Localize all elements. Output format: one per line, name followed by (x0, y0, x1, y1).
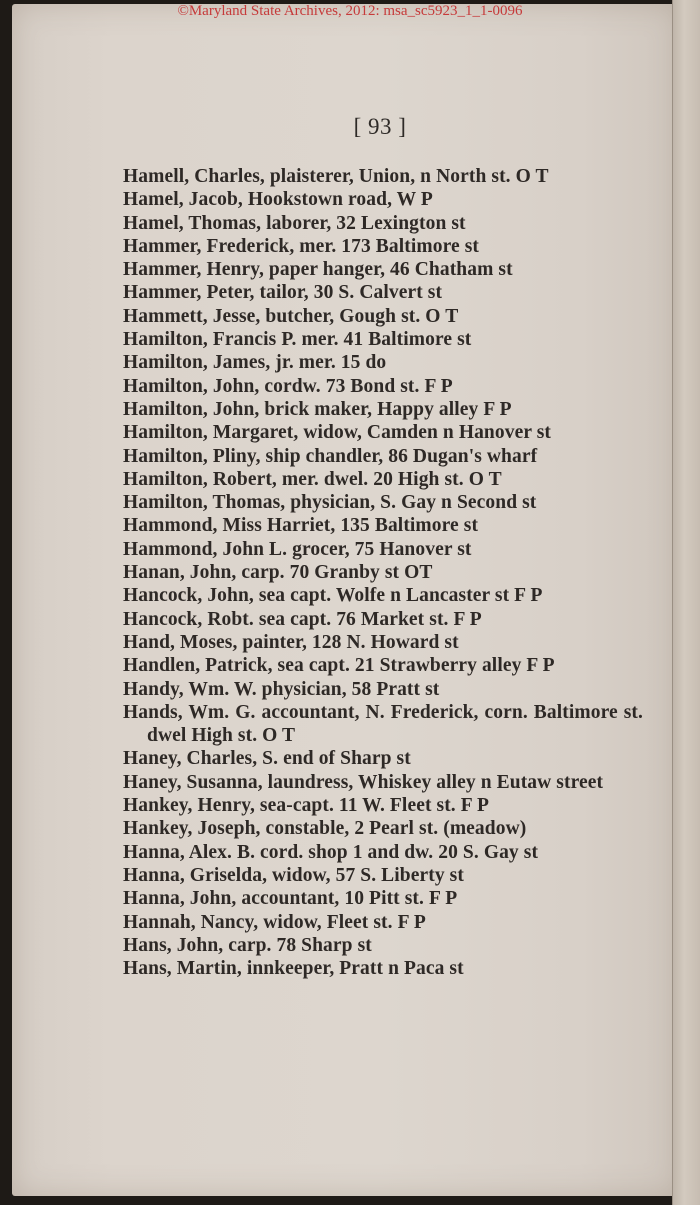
directory-entry: Hanna, Griselda, widow, 57 S. Liberty st (123, 864, 464, 886)
directory-entry: Hamel, Thomas, laborer, 32 Lexington st (123, 212, 466, 234)
directory-entry: Hamilton, John, cordw. 73 Bond st. F P (123, 375, 453, 397)
directory-entry: Hanan, John, carp. 70 Granby st OT (123, 562, 433, 584)
directory-entry: Hamilton, Pliny, ship chandler, 86 Dugan's wharf (123, 445, 538, 467)
directory-entry: Hankey, Henry, sea-capt. 11 W. Fleet st. F P (123, 795, 490, 817)
directory-entry: Hammett, Jesse, butcher, Gough st. O T (123, 305, 459, 327)
directory-entry: Haney, Susanna, laundress, Whiskey alley n Eutaw street (123, 771, 604, 793)
directory-entry: Handlen, Patrick, sea capt. 21 Strawberry alley F P (123, 655, 555, 677)
directory-entry: Hand, Moses, painter, 128 N. Howard st (123, 631, 459, 653)
archive-watermark: ©Maryland State Archives, 2012: msa_sc5923_1_1-0096 (177, 3, 523, 19)
directory-entry: Hanna, Alex. B. cord. shop 1 and dw. 20 S. Gay st (123, 841, 539, 863)
directory-entry: Hans, Martin, innkeeper, Pratt n Paca st (123, 958, 464, 980)
directory-entry: Hankey, Joseph, constable, 2 Pearl st. (meadow) (123, 818, 527, 840)
directory-entry: Hans, John, carp. 78 Sharp st (123, 934, 372, 956)
directory-entry: Hamilton, Margaret, widow, Camden n Hanover st (123, 422, 551, 444)
directory-entry: Hanna, John, accountant, 10 Pitt st. F P (123, 888, 458, 910)
directory-entry: Hamilton, James, jr. mer. 15 do (123, 352, 387, 374)
directory-entry: Hamilton, Thomas, physician, S. Gay n Second st (123, 492, 537, 514)
directory-entry: Hammer, Henry, paper hanger, 46 Chatham st (123, 259, 513, 281)
directory-entry: Hancock, John, sea capt. Wolfe n Lancaster st F P (123, 585, 543, 607)
directory-entry: Hancock, Robt. sea capt. 76 Market st. F P (123, 608, 482, 630)
directory-entry: Handy, Wm. W. physician, 58 Pratt st (123, 678, 440, 700)
directory-entry: Hammer, Peter, tailor, 30 S. Calvert st (123, 282, 443, 304)
directory-entry: Hamilton, Francis P. mer. 41 Baltimore st (123, 329, 472, 351)
directory-entry: Hannah, Nancy, widow, Fleet st. F P (123, 911, 426, 933)
page-number: [ 93 ] (353, 114, 407, 139)
directory-entry: Hamilton, John, brick maker, Happy alley F P (123, 398, 512, 420)
directory-entry: Hamell, Charles, plaisterer, Union, n North st. O T (123, 166, 549, 187)
directory-entry-list (123, 165, 643, 980)
directory-entry: Hamel, Jacob, Hookstown road, W P (123, 189, 433, 211)
directory-entry: Hammer, Frederick, mer. 173 Baltimore st (123, 235, 479, 257)
directory-entry: Hands, Wm. G. accountant, N. Frederick, corn. Baltimore st. dwel High st. O T (123, 701, 643, 747)
directory-entry: Hamilton, Robert, mer. dwel. 20 High st. O T (123, 468, 502, 490)
directory-entry: Hammond, Miss Harriet, 135 Baltimore st (123, 515, 479, 537)
directory-entry: Haney, Charles, S. end of Sharp st (123, 748, 411, 770)
directory-entry: Hammond, John L. grocer, 75 Hanover st (123, 538, 472, 560)
page-edge (672, 0, 700, 1205)
